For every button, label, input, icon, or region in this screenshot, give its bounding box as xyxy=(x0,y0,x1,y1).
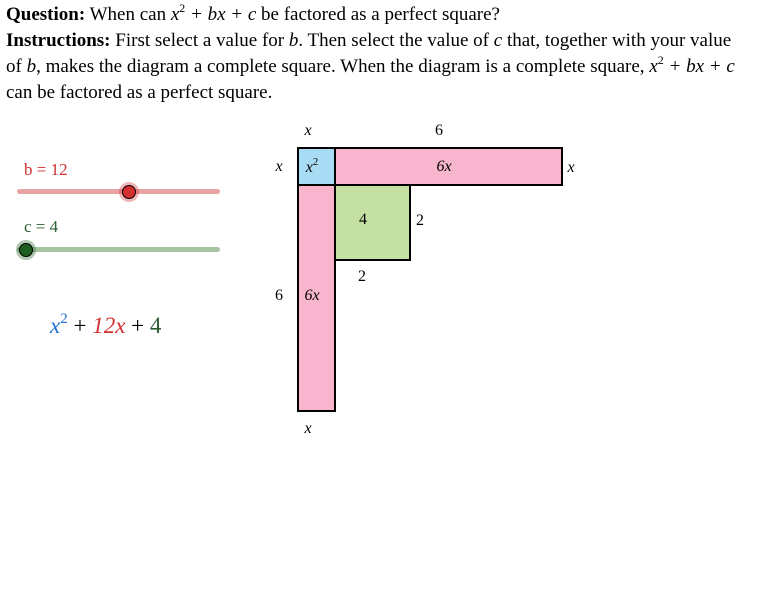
poly-rest-2: + bx + c xyxy=(663,56,735,77)
instructions-text-5: can be factored as a perfect square. xyxy=(6,82,273,103)
top-label-6: 6 xyxy=(435,122,443,139)
instructions-text-2: . Then select the value of xyxy=(298,30,494,51)
x-squared-base: x xyxy=(305,159,313,176)
poly-rest: + bx + c xyxy=(185,4,257,25)
unit-square-bottom-label: 2 xyxy=(358,268,366,285)
x-squared-exp: 2 xyxy=(312,155,319,168)
slider-b-label: b = 12 xyxy=(24,160,68,179)
slider-c-knob[interactable] xyxy=(19,243,33,257)
poly-exponent-2: 2 xyxy=(657,52,664,67)
question-text: When can xyxy=(85,4,171,25)
question-text-end: be factored as a perfect square? xyxy=(256,4,500,25)
top-rect-label: 6x xyxy=(436,158,452,175)
x-squared-label xyxy=(305,155,319,177)
unit-square-tile xyxy=(334,184,411,261)
var-b: b xyxy=(288,30,299,51)
var-c: c xyxy=(493,30,503,51)
instructions-text xyxy=(6,2,746,106)
right-label-x: x xyxy=(567,159,575,176)
instructions-text-4: , makes the diagram a complete square. When the diagram is a complete square, xyxy=(36,56,650,77)
unit-square-label: 4 xyxy=(359,211,367,228)
bottom-label-x: x xyxy=(304,420,312,437)
expr-exponent: 2 xyxy=(60,311,68,328)
unit-square-side-label: 2 xyxy=(416,212,424,229)
instructions-text-1: First select a value for xyxy=(110,30,289,51)
question-line xyxy=(6,2,746,28)
expr-bx: 12x xyxy=(92,313,126,338)
polynomial-expression xyxy=(50,313,161,339)
expr-x: x xyxy=(50,313,61,338)
instructions-paragraph xyxy=(6,28,746,106)
left-rect-label: 6x xyxy=(304,287,320,304)
slider-c-track[interactable] xyxy=(17,247,220,252)
poly-x: x xyxy=(170,4,180,25)
instructions-text-3: that, together with your value of xyxy=(6,30,732,77)
left-label-x: x xyxy=(275,158,283,175)
expr-plus-2: + xyxy=(125,313,150,338)
slider-b-knob[interactable] xyxy=(122,185,136,199)
instructions-label: Instructions: xyxy=(6,30,111,51)
var-b-2: b xyxy=(26,56,37,77)
top-label-x: x xyxy=(304,122,312,139)
expr-c: 4 xyxy=(149,313,162,338)
expr-plus-1: + xyxy=(67,313,93,338)
slider-c-label: c = 4 xyxy=(24,217,59,236)
question-label: Question: xyxy=(6,4,86,25)
left-label-6: 6 xyxy=(275,287,283,304)
poly-x-2: x xyxy=(649,56,658,77)
poly-exponent: 2 xyxy=(179,0,186,15)
